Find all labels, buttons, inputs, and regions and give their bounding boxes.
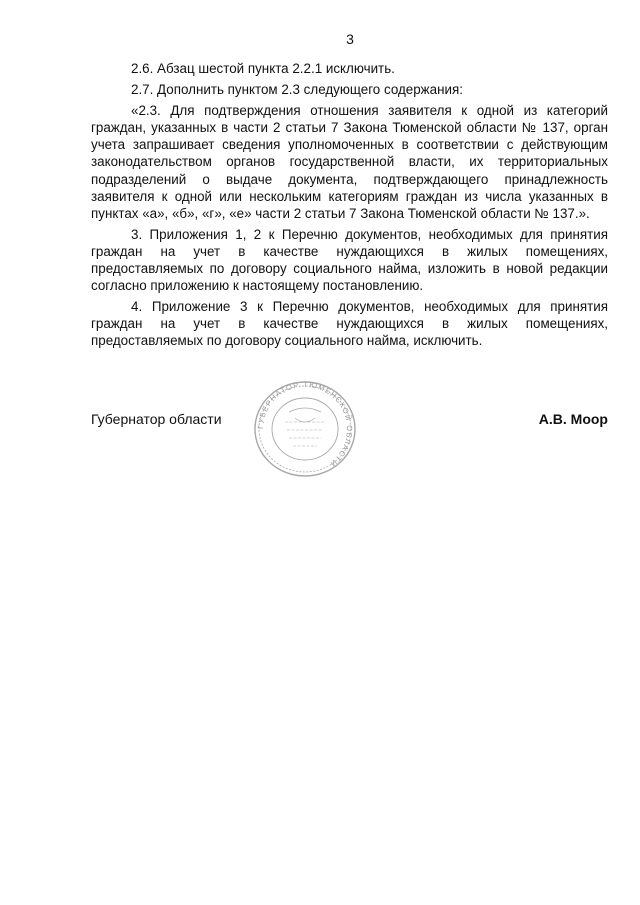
official-seal	[249, 380, 361, 478]
paragraph-2-7: 2.7. Дополнить пунктом 2.3 следующего содержания:	[131, 82, 463, 98]
paragraph-3: 3. Приложения 1, 2 к Перечню документов, необходимых для принятия граждан на учет в качестве нуждающихся в жилых помещениях, предоставляемых по договору социального найма, изложить в новой редакции согласно приложению к настоящему постановлению.	[91, 226, 608, 294]
signature-name: А.В. Моор	[538, 411, 608, 427]
paragraph-2-6: 2.6. Абзац шестой пункта 2.2.1 исключить.	[131, 61, 395, 76]
page-number: 3	[346, 31, 354, 47]
paragraph-4: 4. Приложение 3 к Перечню документов, необходимых для принятия граждан на учет в качестве нуждающихся в жилых помещениях, предоставляемых по договору социального найма, исключить.	[91, 299, 608, 349]
seal-text: ГУБЕРНАТОР ТЮМЕНСКОЙ ОБЛАСТИ	[255, 380, 355, 469]
signature-title: Губернатор области	[91, 411, 222, 427]
signature-block	[91, 409, 608, 429]
document-body	[91, 60, 608, 354]
paragraph-2-3-quote: «2.3. Для подтверждения отношения заявителя к одной из категорий граждан, указанных в части 2 статьи 7 Закона Тюменской области № 137, орган учета запрашивает сведения уполномоченных в соответствии с действующим законодательством органов государственной власти, их территориальных подразделений о выдаче документа, подтверждающего принадлежность заявителя к одной или нескольким категориям граждан из числа указанных в пунктах «а», «б», «г», «е» части 2 статьи 7 Закона Тюменской области № 137.».	[91, 103, 608, 221]
